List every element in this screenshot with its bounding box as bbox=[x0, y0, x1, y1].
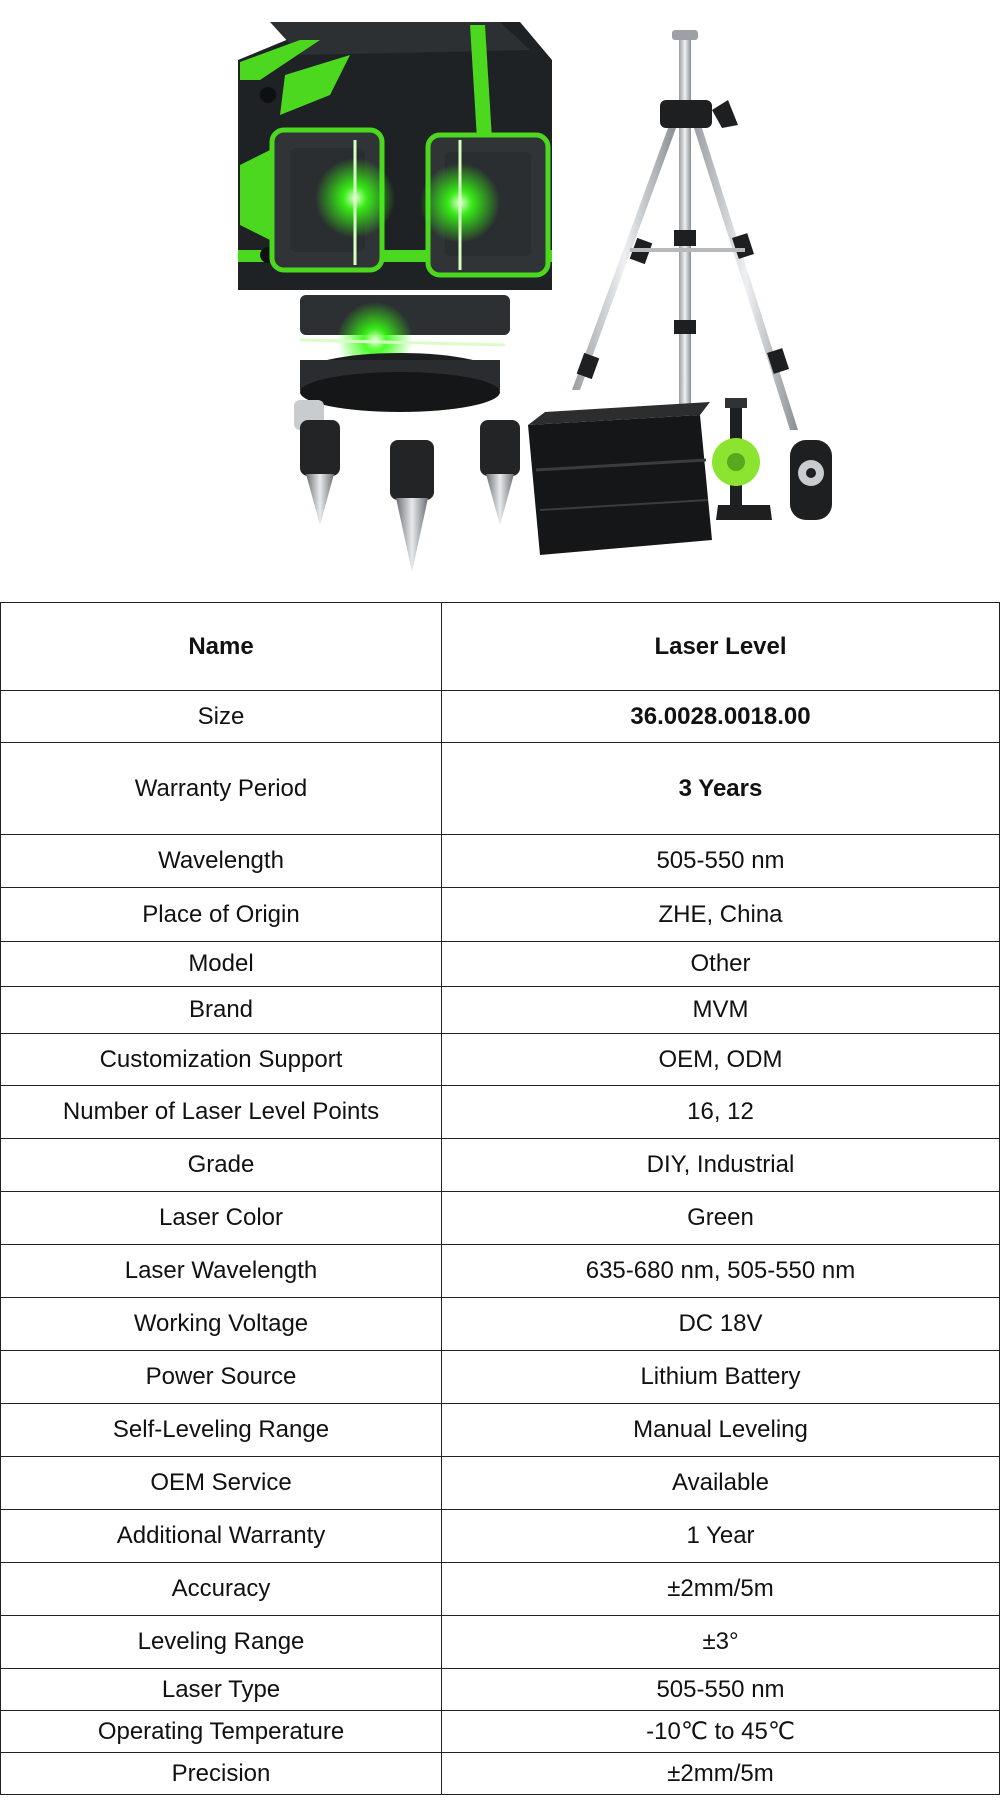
table-row bbox=[1, 1457, 1000, 1510]
carry-case bbox=[528, 402, 712, 555]
wall-bracket bbox=[712, 398, 772, 520]
table-row bbox=[1, 1245, 1000, 1298]
spec-label: Brand bbox=[1, 987, 442, 1034]
spec-label: Wavelength bbox=[1, 835, 442, 888]
spec-value: DIY, Industrial bbox=[442, 1139, 1000, 1192]
table-row bbox=[1, 1192, 1000, 1245]
table-row bbox=[1, 1510, 1000, 1563]
spec-label: Size bbox=[1, 691, 442, 743]
spec-label: Customization Support bbox=[1, 1034, 442, 1086]
table-row bbox=[1, 1753, 1000, 1795]
spec-label: Grade bbox=[1, 1139, 442, 1192]
table-row bbox=[1, 888, 1000, 942]
spec-value: Available bbox=[442, 1457, 1000, 1510]
laser-level-kit-icon bbox=[0, 0, 1000, 600]
spec-label: Leveling Range bbox=[1, 1616, 442, 1669]
table-row bbox=[1, 1711, 1000, 1753]
spec-value: 1 Year bbox=[442, 1510, 1000, 1563]
spec-label: Working Voltage bbox=[1, 1298, 442, 1351]
spec-label: Laser Wavelength bbox=[1, 1245, 442, 1298]
spec-label: Warranty Period bbox=[1, 743, 442, 835]
spec-label: Precision bbox=[1, 1753, 442, 1795]
table-row bbox=[1, 1669, 1000, 1711]
spec-label: Place of Origin bbox=[1, 888, 442, 942]
table-row bbox=[1, 1298, 1000, 1351]
table-row bbox=[1, 987, 1000, 1034]
spec-label: Power Source bbox=[1, 1351, 442, 1404]
spec-label: Number of Laser Level Points bbox=[1, 1086, 442, 1139]
spec-value: ZHE, China bbox=[442, 888, 1000, 942]
laser-level-unit bbox=[238, 22, 552, 572]
table-row bbox=[1, 942, 1000, 987]
table-row bbox=[1, 691, 1000, 743]
spec-value: 16, 12 bbox=[442, 1086, 1000, 1139]
spec-label: Laser Color bbox=[1, 1192, 442, 1245]
header-value: Laser Level bbox=[442, 603, 1000, 691]
table-row bbox=[1, 1086, 1000, 1139]
spec-value: Lithium Battery bbox=[442, 1351, 1000, 1404]
spec-value: ±2mm/5m bbox=[442, 1563, 1000, 1616]
tripod bbox=[572, 30, 798, 430]
spec-value: ±3° bbox=[442, 1616, 1000, 1669]
spec-value: Manual Leveling bbox=[442, 1404, 1000, 1457]
product-image bbox=[0, 0, 1000, 600]
spec-label: OEM Service bbox=[1, 1457, 442, 1510]
table-row bbox=[1, 1034, 1000, 1086]
spec-label: Model bbox=[1, 942, 442, 987]
spec-label: Operating Temperature bbox=[1, 1711, 442, 1753]
spec-value: MVM bbox=[442, 987, 1000, 1034]
table-row bbox=[1, 1616, 1000, 1669]
spec-table-header bbox=[1, 603, 1000, 691]
spec-label: Laser Type bbox=[1, 1669, 442, 1711]
table-row bbox=[1, 835, 1000, 888]
spec-label: Additional Warranty bbox=[1, 1510, 442, 1563]
table-row bbox=[1, 1139, 1000, 1192]
spec-value: DC 18V bbox=[442, 1298, 1000, 1351]
remote-control bbox=[790, 440, 832, 520]
spec-value: 36.0028.0018.00 bbox=[442, 691, 1000, 743]
spec-value: 3 Years bbox=[442, 743, 1000, 835]
spec-value: -10℃ to 45℃ bbox=[442, 1711, 1000, 1753]
spec-label: Accuracy bbox=[1, 1563, 442, 1616]
spec-table bbox=[0, 602, 1000, 1795]
spec-value: Green bbox=[442, 1192, 1000, 1245]
spec-value: 505-550 nm bbox=[442, 1669, 1000, 1711]
spec-value: OEM, ODM bbox=[442, 1034, 1000, 1086]
spec-value: Other bbox=[442, 942, 1000, 987]
spec-value: 635-680 nm, 505-550 nm bbox=[442, 1245, 1000, 1298]
table-row bbox=[1, 1563, 1000, 1616]
table-row bbox=[1, 1404, 1000, 1457]
table-row bbox=[1, 1351, 1000, 1404]
spec-value: ±2mm/5m bbox=[442, 1753, 1000, 1795]
table-row bbox=[1, 743, 1000, 835]
header-label: Name bbox=[1, 603, 442, 691]
spec-value: 505-550 nm bbox=[442, 835, 1000, 888]
spec-label: Self-Leveling Range bbox=[1, 1404, 442, 1457]
